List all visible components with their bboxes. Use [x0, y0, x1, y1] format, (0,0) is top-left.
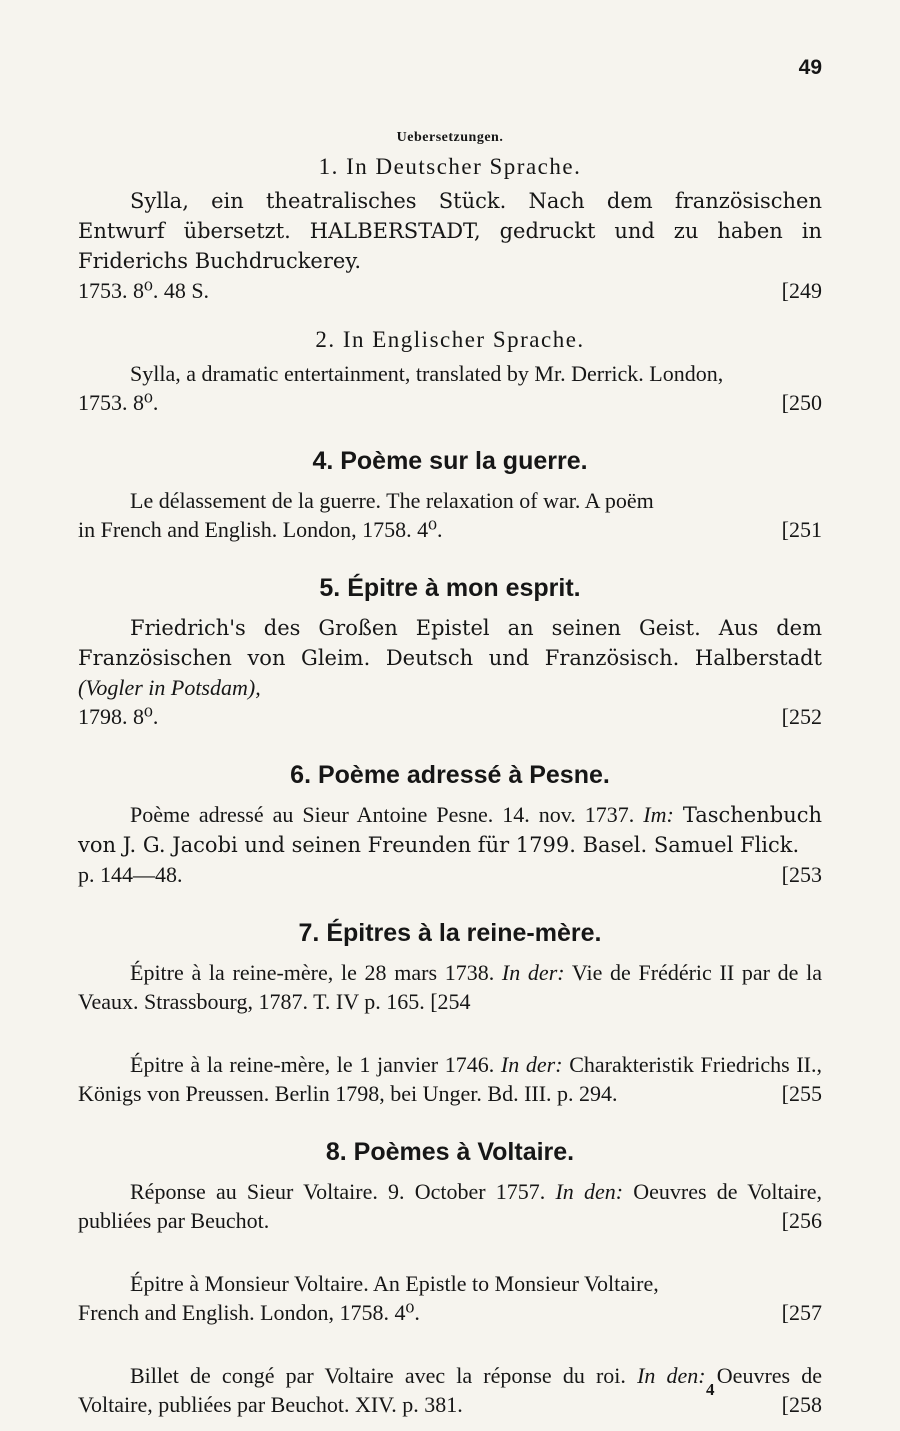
entry-252 [78, 613, 822, 731]
subsection-german-heading: 1. In Deutscher Sprache. [318, 154, 582, 179]
entry-256 [78, 1177, 822, 1235]
section-title-7: 7. Épitres à la reine-mère. [298, 919, 602, 947]
entry-number: [257 [781, 1300, 822, 1325]
entry-text: Sylla, a dramatic entertainment, translated by Mr. Derrick. London, [130, 361, 724, 386]
entry-250 [78, 359, 822, 417]
entry-251 [78, 486, 822, 544]
entry-tail: 1753. 8⁰. 48 S. [78, 278, 210, 303]
entry-number: [250 [781, 390, 822, 415]
entry-249 [78, 186, 822, 305]
section-title-4: 4. Poème sur la guerre. [312, 447, 588, 475]
entry-italic: (Vogler in Potsdam), [78, 675, 261, 700]
section-title-8: 8. Poèmes à Voltaire. [325, 1138, 575, 1166]
running-head: Uebersetzungen. [396, 130, 504, 145]
entry-italic: Im: [643, 802, 674, 827]
entry-text: Sylla, ein theatralisches Stück. Nach dem französischen Entwurf übersetzt. HALBERSTADT, gedruckt und zu haben in Friderichs Buchdruckerey. [78, 189, 822, 273]
entry-italic: In den: [637, 1363, 706, 1388]
entry-number: [256 [781, 1208, 822, 1233]
entry-number: [249 [781, 278, 822, 303]
entry-italic: In den: [555, 1179, 624, 1204]
entry-text: Friedrich's des Großen Epistel an seinen Geist. Aus dem Französischen von Gleim. Deutsch und Französisch. Halberstadt [78, 616, 822, 670]
entry-text: Le délassement de la guerre. The relaxation of war. A poëm [130, 488, 654, 513]
entry-number: [255 [781, 1081, 822, 1106]
entry-text: Épitre à Monsieur Voltaire. An Epistle to Monsieur Voltaire, [130, 1271, 659, 1296]
entry-255 [78, 1050, 822, 1108]
printer-signature-mark: 4 [706, 1380, 715, 1399]
entry-tail: p. 144—48. [78, 862, 183, 887]
entry-text: Épitre à la reine-mère, le 28 mars 1738. [130, 960, 495, 985]
entry-number: [258 [781, 1392, 822, 1417]
entry-tail: Vie de Frédéric II par de la Veaux. Strassbourg, 1787. T. IV p. 165. [78, 960, 822, 1014]
entry-tail: Charakteristik Friedrichs II., Königs von Preussen. Berlin 1798, bei Unger. Bd. III. p. 294. [78, 1052, 823, 1106]
entry-tail-row [78, 276, 822, 305]
entry-italic: In der: [500, 1052, 563, 1077]
entry-tail-row [78, 388, 822, 417]
entry-text: Réponse au Sieur Voltaire. 9. October 1757. [130, 1179, 546, 1204]
entry-254 [78, 958, 822, 1016]
entry-number: [254 [430, 989, 471, 1014]
entry-number: [252 [781, 704, 822, 729]
entry-tail-row [78, 702, 822, 731]
entry-253 [78, 800, 822, 889]
entry-tail-row [78, 515, 822, 544]
entry-tail: in French and English. London, 1758. 4⁰. [78, 517, 443, 542]
entry-tail: Oeuvres de Voltaire, publiées par Beuchot. XIV. p. 381. [78, 1363, 823, 1417]
entry-text: Billet de congé par Voltaire avec la réponse du roi. [130, 1363, 626, 1388]
entry-tail: 1753. 8⁰. [78, 390, 159, 415]
page-number: 49 [798, 56, 822, 79]
section-title-6: 6. Poème adressé à Pesne. [290, 761, 610, 789]
entry-italic: In der: [501, 960, 565, 985]
entry-number: [253 [781, 862, 822, 887]
entry-number: [251 [781, 517, 822, 542]
entry-tail: French and English. London, 1758. 4⁰. [78, 1300, 420, 1325]
section-title-5: 5. Épitre à mon esprit. [319, 574, 581, 602]
entry-text: Épitre à la reine-mère, le 1 janvier 1746. [130, 1052, 495, 1077]
entry-text-continued: Taschenbuch von J. G. Jacobi und seinen Freunden für 1799. Basel. Samuel Flick. [78, 803, 823, 857]
subsection-english-heading: 2. In Englischer Sprache. [315, 327, 585, 352]
entry-tail: 1798. 8⁰. [78, 704, 159, 729]
entry-text: Poème adressé au Sieur Antoine Pesne. 14. nov. 1737. [130, 802, 635, 827]
entry-tail: Oeuvres de Voltaire, publiées par Beuchot. [78, 1179, 823, 1233]
entry-tail-row [78, 860, 822, 889]
entry-tail-row [78, 1298, 822, 1327]
entry-257 [78, 1269, 822, 1327]
